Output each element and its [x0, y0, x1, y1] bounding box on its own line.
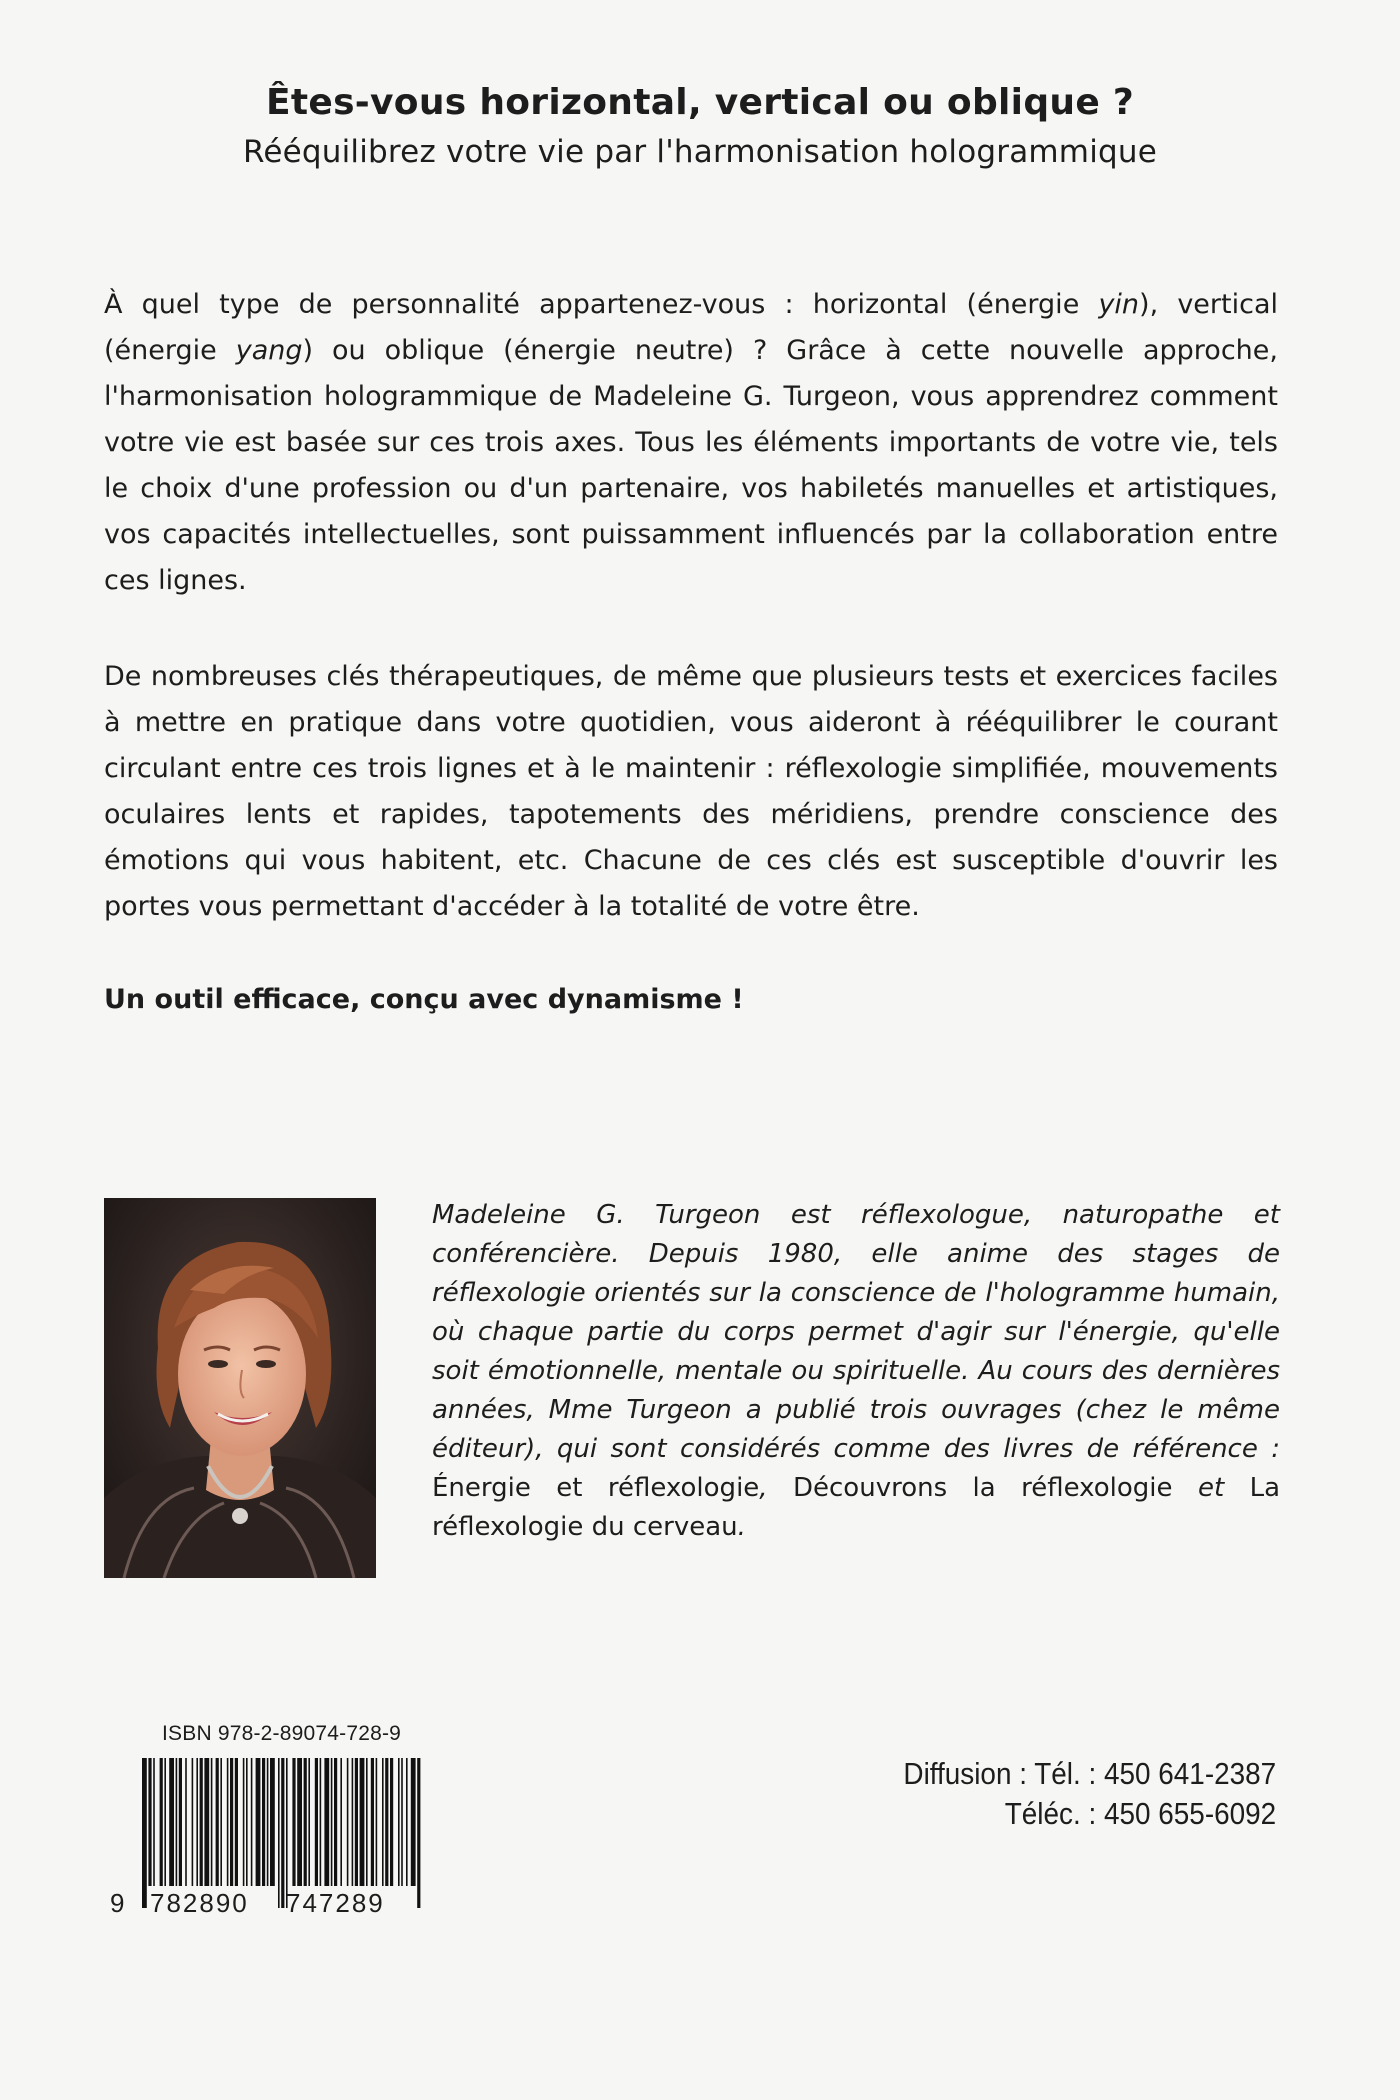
- tagline: Un outil efficace, conçu avec dynamisme !: [104, 984, 744, 1015]
- barcode-bar: [360, 1758, 365, 1886]
- barcode-bar: [243, 1758, 245, 1886]
- paragraph-1-text-b: ), vertical (énergie: [104, 289, 1278, 366]
- barcode-digit-first: 9: [110, 1888, 125, 1918]
- barcode-bar: [411, 1758, 416, 1886]
- barcode-bar: [256, 1758, 261, 1886]
- barcode-bar: [371, 1758, 374, 1886]
- barcode-bar: [270, 1758, 275, 1886]
- book-separator-1: ,: [759, 1473, 793, 1503]
- distribution-contact: [903, 1754, 1276, 1834]
- barcode-bar: [153, 1758, 155, 1886]
- barcode-bar: [308, 1758, 310, 1886]
- barcode-bar: [192, 1758, 194, 1886]
- yin-term: yin: [1098, 289, 1140, 320]
- paragraph-1-text-a: À quel type de personnalité appartenez-vous : horizontal (énergie: [104, 289, 1099, 320]
- barcode-bar: [230, 1758, 233, 1886]
- barcode-bar: [227, 1758, 229, 1886]
- barcode-bar: [246, 1758, 248, 1886]
- paragraph-1-text-c: ) ou oblique (énergie neutre) ? Grâce à cette nouvelle approche, l'harmonisation hologrammique de Madeleine G. Turgeon, vous apprendrez comment votre vie est basée sur ces trois axes. Tous les éléments importants de votre vie, tels le choix d'une profession ou d'un partenaire, vos habiletés manuelles et artistiques, vos capacités intellectuelles, sont puissamment influencés par la collaboration entre ces lignes.: [104, 335, 1278, 596]
- barcode-bar: [376, 1758, 378, 1886]
- barcode-bar: [169, 1758, 174, 1886]
- book-title-1: Énergie et réflexologie: [432, 1473, 760, 1503]
- yang-term: yang: [235, 335, 303, 366]
- barcode-bar: [352, 1758, 354, 1886]
- fax-line: Téléc. : 450 655-6092: [1004, 1796, 1276, 1831]
- barcode-bar: [355, 1758, 358, 1886]
- barcode-bar: [211, 1758, 213, 1886]
- barcode-digits-left: 782890: [150, 1888, 249, 1918]
- author-photo: [104, 1198, 376, 1578]
- barcode-bar: [331, 1758, 333, 1886]
- barcode-bar: [204, 1758, 209, 1886]
- barcode-bar: [179, 1758, 182, 1886]
- isbn-label: ISBN 978-2-89074-728-9: [162, 1722, 402, 1745]
- barcode-bar: [292, 1758, 295, 1886]
- barcode-bar: [142, 1758, 147, 1908]
- barcode-bar: [267, 1758, 269, 1886]
- book-title: Êtes-vous horizontal, vertical ou oblique ?: [265, 82, 1135, 123]
- barcode-bar: [417, 1758, 420, 1908]
- barcode-bar: [278, 1758, 280, 1908]
- barcode-bar: [262, 1758, 265, 1886]
- barcode-bar: [390, 1758, 393, 1886]
- description-paragraph-2: De nombreuses clés thérapeutiques, de même que plusieurs tests et exercices faciles à mettre en pratique dans votre quotidien, vous aideront à rééquilibrer le courant circulant entre ces trois lignes et à le maintenir : réflexologie simplifiée, mouvements oculaires lents et rapides, tapotements des méridiens, prendre conscience des émotions qui vous habitent, etc. Chacune de ces clés est susceptible d'ouvrir les portes vous permettant d'accéder à la totalité de votre être.: [104, 661, 1278, 922]
- book-separator-2: et: [1172, 1473, 1250, 1503]
- author-bio: [432, 1196, 1280, 1547]
- barcode-icon: [140, 1758, 424, 1908]
- barcode-bar: [235, 1758, 238, 1886]
- barcode-bar: [220, 1758, 222, 1886]
- author-bio-text: Madeleine G. Turgeon est réflexologue, naturopathe et conférencière. Depuis 1980, elle anime des stages de réflexologie orientés sur la conscience de l'hologramme humain, où chaque partie du corps permet d'agir sur l'énergie, qu'elle soit émotionnelle, mentale ou spirituelle. Au cours des dernières années, Mme Turgeon a publié trois ouvrages (chez le même éditeur), qui sont considérés comme des livres de référence :: [432, 1200, 1280, 1464]
- barcode-bar: [340, 1758, 342, 1886]
- barcode-digits-right: 747289: [286, 1888, 385, 1918]
- barcode-bar: [216, 1758, 219, 1886]
- barcode-bar: [200, 1758, 203, 1886]
- barcode-bar: [315, 1758, 318, 1886]
- barcode-bar: [401, 1758, 403, 1886]
- barcode-bar: [196, 1758, 198, 1886]
- author-portrait-image: [104, 1198, 376, 1578]
- barcode-bar: [382, 1758, 384, 1886]
- barcode-bar: [297, 1758, 302, 1886]
- bio-end: .: [737, 1512, 746, 1542]
- barcode-bar: [176, 1758, 178, 1886]
- description-paragraph-1: [104, 282, 1278, 604]
- barcode-bar: [385, 1758, 388, 1886]
- book-title-3: La réflexologie du cerveau: [432, 1473, 1280, 1542]
- book-subtitle: Rééquilibrez votre vie par l'harmonisation hologrammique: [242, 134, 1157, 170]
- barcode-bar: [406, 1758, 408, 1886]
- barcode-bar: [148, 1758, 151, 1886]
- barcode-bar: [286, 1758, 288, 1908]
- barcode-bar: [251, 1758, 253, 1886]
- barcode-bar: [324, 1758, 329, 1886]
- barcode-bar: [164, 1758, 166, 1886]
- barcode-bar: [347, 1758, 349, 1886]
- barcode-bar: [281, 1758, 284, 1908]
- barcode-bar: [304, 1758, 307, 1886]
- barcode-bar: [185, 1758, 187, 1886]
- phone-line: Diffusion : Tél. : 450 641-2387: [903, 1756, 1276, 1791]
- barcode-bar: [320, 1758, 322, 1886]
- barcode-bar: [398, 1758, 400, 1886]
- barcode-bar: [160, 1758, 163, 1886]
- barcode-bar: [366, 1758, 368, 1886]
- barcode-bar: [334, 1758, 337, 1886]
- book-title-2: Découvrons la réflexologie: [793, 1473, 1173, 1503]
